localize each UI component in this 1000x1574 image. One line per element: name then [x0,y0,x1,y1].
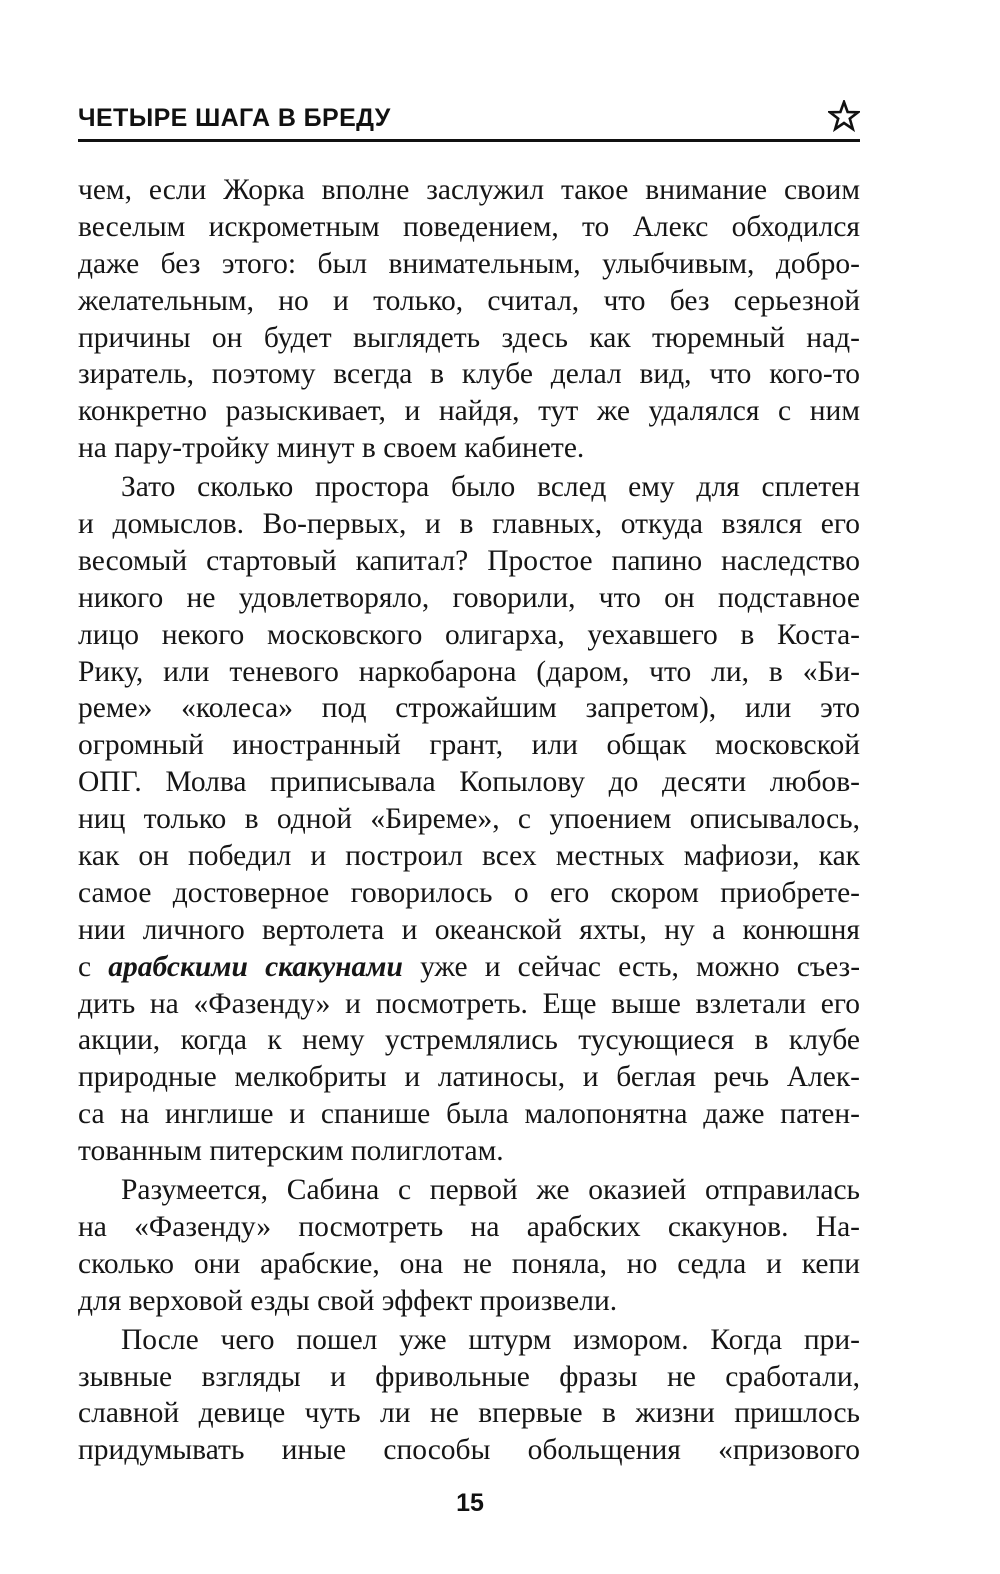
text-line: даже без этого: был внимательным, улыбчивым, добро- [78,247,860,280]
running-header-title: ЧЕТЫРЕ ШАГА В БРЕДУ [78,104,391,132]
text-line: славной девице чуть ли не впервые в жизни пришлось [78,1397,860,1430]
text-line: на пару-тройку минут в своем кабинете. [78,432,585,465]
text-line: сколько они арабские, она не поняла, но седла и кепи [78,1247,860,1280]
text-line: нии личного вертолета и океанской яхты, ну а конюшня [78,913,860,946]
text-line: реме» «колеса» под строжайшим запретом), или это [78,692,860,725]
text-line: как он победил и построил всех местных мафиози, как [78,840,860,873]
running-header [78,100,860,136]
text-span: уже и сейчас есть, можно съез- [402,950,861,983]
text-line: природные мелкобриты и латиносы, и беглая речь Алек- [78,1061,860,1094]
text-line: са на инглише и спанише была малопонятна даже патен- [78,1098,860,1131]
text-line: Разумеется, Сабина с первой же оказией отправилась [121,1174,860,1207]
text-line: ОПГ. Молва приписывала Копылову до десяти любов- [78,766,860,799]
text-line: придумывать иные способы обольщения «призового [78,1434,860,1467]
text-line: тованным питерским полиглотам. [78,1135,504,1168]
text-line: Рику, или теневого наркобарона (даром, что ли, в «Би- [78,655,860,688]
text-line: конкретно разыскивает, и найдя, тут же удалялся с ним [78,395,860,428]
text-line: желательным, но и только, считал, что без серьезной [78,284,860,317]
italic-emphasis: арабскими скакунами [108,950,403,983]
text-line: После чего пошел уже штурм измором. Когда при- [121,1323,860,1356]
text-line: для верховой езды свой эффект произвели. [78,1284,618,1317]
text-line: зывные взгляды и фривольные фразы не сработали, [78,1360,860,1393]
text-line: огромный иностранный грант, или общак московской [78,729,860,762]
text-line: и домыслов. Во-первых, и в главных, откуда взялся его [78,508,860,541]
body-text [78,172,860,1469]
text-line: никого не удовлетворяло, говорили, что он подставное [78,581,860,614]
text-line: дить на «Фазенду» и посмотреть. Еще выше взлетали его [78,987,860,1020]
text-line: на «Фазенду» посмотреть на арабских скакунов. На- [78,1210,860,1243]
text-line: ниц только в одной «Биреме», с упоением описывалось, [78,803,860,836]
page-number: 15 [456,1489,484,1517]
text-line: лицо некого московского олигарха, уехавшего в Коста- [78,618,860,651]
text-span: с [78,950,109,983]
text-line: чем, если Жорка вполне заслужил такое внимание своим [78,174,860,206]
text-line: самое достоверное говорилось о его скором приобрете- [78,876,860,909]
text-line: веселым искрометным поведением, то Алекс обходился [78,210,860,243]
text-line: зиратель, поэтому всегда в клубе делал вид, что кого-то [78,358,860,391]
text-line: акции, когда к нему устремлялись тусующиеся в клубе [78,1024,860,1057]
text-line: Зато сколько простора было вслед ему для сплетен [121,471,860,504]
text-line: причины он будет выглядеть здесь как тюремный над- [78,321,860,354]
star-outline-icon [828,100,860,132]
header-divider [78,139,860,142]
text-line: весомый стартовый капитал? Простое папино наследство [78,544,860,577]
text-line-mixed [78,949,860,986]
